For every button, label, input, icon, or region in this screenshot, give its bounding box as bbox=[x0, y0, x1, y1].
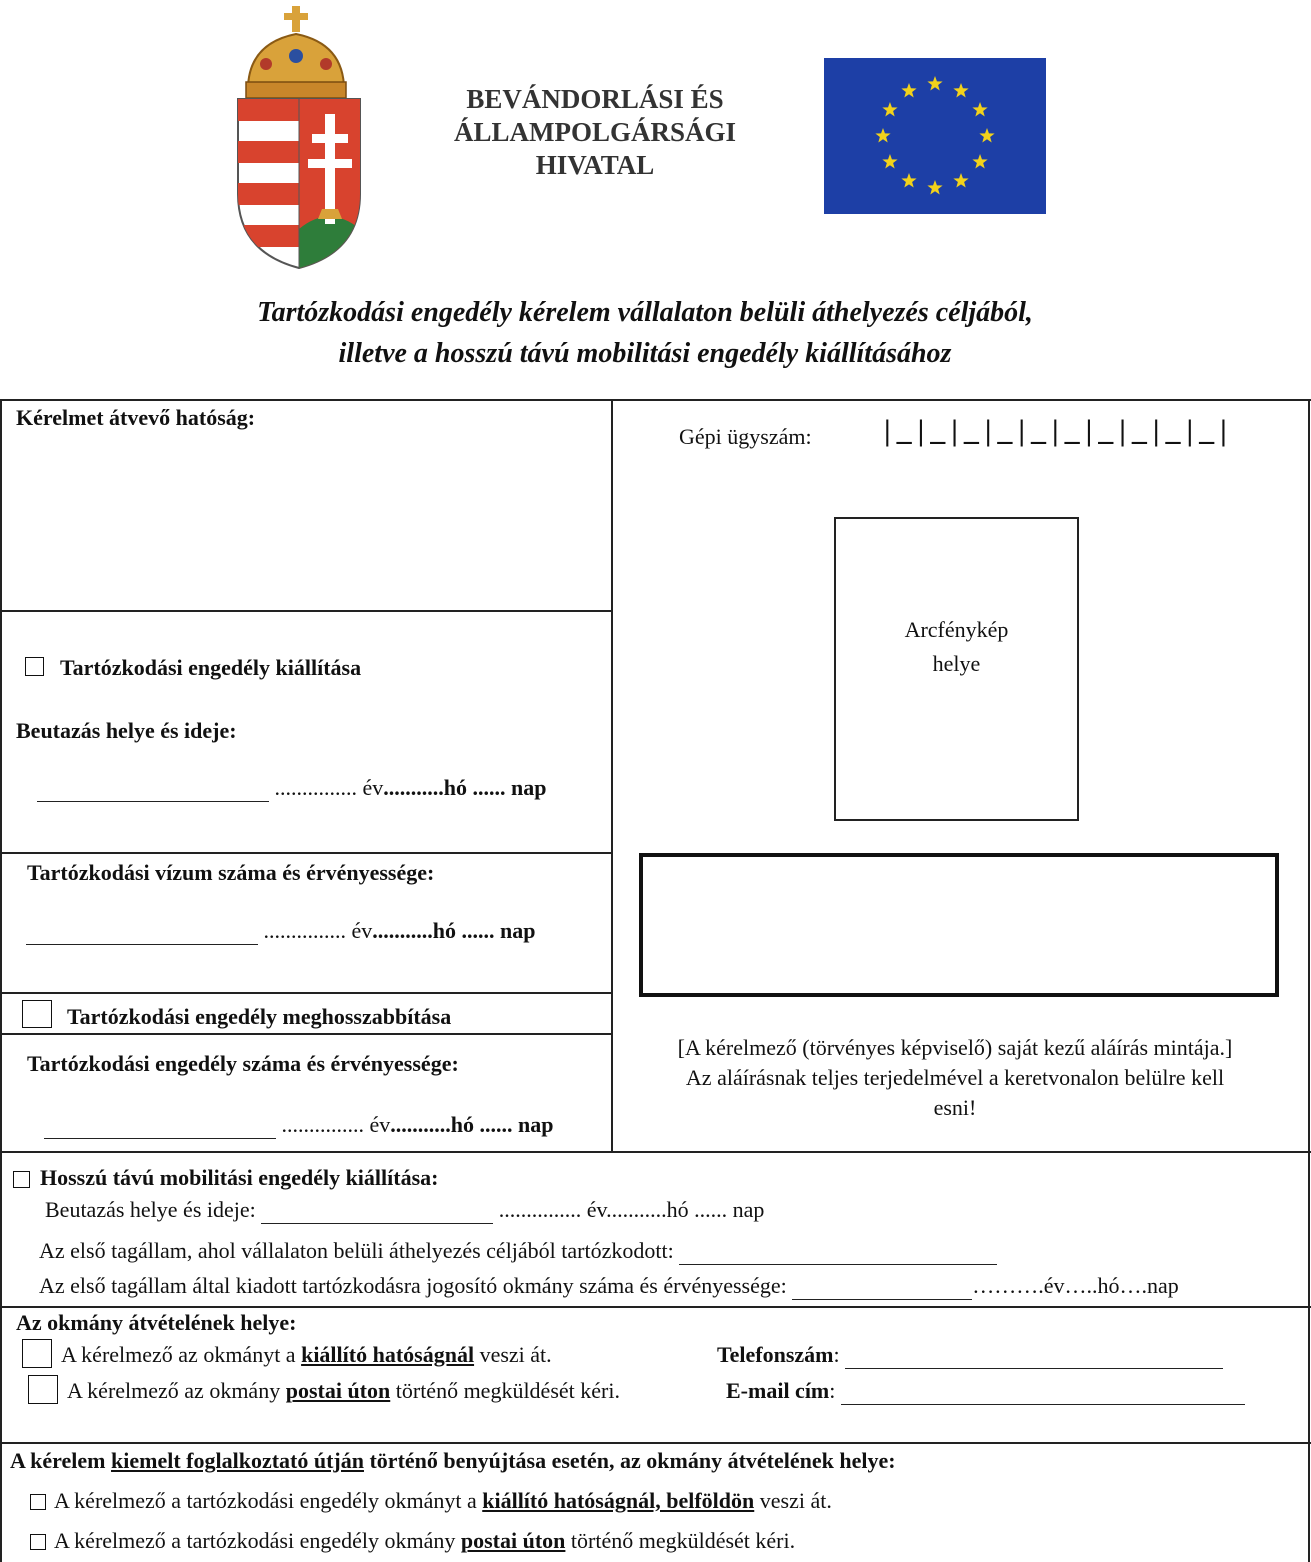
visa-month: ...........hó bbox=[372, 918, 457, 943]
pickup-opt1-end: veszi át. bbox=[479, 1342, 552, 1367]
employer-opt1-end: veszi át. bbox=[759, 1488, 832, 1513]
permit-day: ...... nap bbox=[479, 1112, 554, 1137]
mobility-label: Hosszú távú mobilitási engedély kiállítása: bbox=[40, 1165, 439, 1190]
employer-label-end: történő benyújtása esetén, az okmány átvételének helye: bbox=[369, 1448, 896, 1473]
agency-line-3: HIVATAL bbox=[535, 150, 655, 180]
phone-label: Telefonszám bbox=[717, 1342, 834, 1367]
pickup-authority-checkbox[interactable] bbox=[22, 1339, 52, 1368]
photo-label-1: Arcfénykép bbox=[904, 617, 1009, 642]
permit-label: Tartózkodási engedély száma és érvényessége: bbox=[27, 1051, 459, 1076]
visa-day: ...... nap bbox=[461, 918, 536, 943]
employer-opt1-emph: kiállító hatóságnál, belföldön bbox=[482, 1488, 755, 1513]
pickup-option-2 bbox=[67, 1378, 620, 1404]
employer-label-emph: kiemelt foglalkoztató útján bbox=[111, 1448, 364, 1473]
first-state-doc-row bbox=[39, 1273, 1179, 1300]
entry-month: ...........hó bbox=[383, 775, 468, 800]
employer-label bbox=[10, 1448, 896, 1474]
first-state-doc-field[interactable] bbox=[792, 1273, 972, 1300]
employer-label-text: A kérelem bbox=[10, 1448, 106, 1473]
entry-day: ...... nap bbox=[472, 775, 547, 800]
pickup-opt2-emph: postai úton bbox=[285, 1378, 391, 1403]
first-state-doc-label: Az első tagállam által kiadott tartózkodásra jogosító okmány száma és érvényessége: bbox=[39, 1273, 787, 1298]
pickup-opt1-text: A kérelmező az okmányt a bbox=[61, 1342, 296, 1367]
form-title-line-1: Tartózkodási engedély kérelem vállalaton belüli áthelyezés céljából, bbox=[257, 297, 1033, 328]
form-title-line-2: illetve a hosszú távú mobilitási engedély kiállításához bbox=[338, 338, 952, 369]
pickup-label: Az okmány átvételének helye: bbox=[16, 1310, 297, 1335]
mobility-checkbox[interactable] bbox=[13, 1171, 30, 1188]
mobility-entry-label: Beutazás helye és ideje: bbox=[45, 1197, 256, 1222]
pickup-opt2-text: A kérelmező az okmány bbox=[67, 1378, 281, 1403]
signature-note-3: esni! bbox=[933, 1095, 977, 1120]
first-state-row bbox=[39, 1238, 997, 1265]
extend-permit-label: Tartózkodási engedély meghosszabbítása bbox=[67, 1004, 452, 1029]
email-row bbox=[726, 1378, 1245, 1405]
permit-date-row bbox=[44, 1112, 554, 1139]
pickup-opt2-end: történő megküldését kéri. bbox=[395, 1378, 620, 1403]
employer-option-2 bbox=[54, 1528, 795, 1554]
first-state-doc-date: ……….év…..hó….nap bbox=[972, 1273, 1179, 1298]
first-state-label: Az első tagállam, ahol vállalaton belüli áthelyezés céljából tartózkodott: bbox=[39, 1238, 674, 1263]
pickup-post-checkbox[interactable] bbox=[28, 1375, 58, 1404]
signature-note-1: [A kérelmező (törvényes képviselő) saját kezű aláírás mintája.] bbox=[677, 1035, 1233, 1060]
visa-number-field[interactable] bbox=[26, 918, 258, 945]
entry-place-field[interactable] bbox=[37, 775, 269, 802]
entry-label: Beutazás helye és ideje: bbox=[16, 718, 237, 743]
employer-post-checkbox[interactable] bbox=[30, 1534, 46, 1550]
phone-colon: : bbox=[833, 1342, 840, 1367]
email-colon: : bbox=[829, 1378, 836, 1403]
pickup-opt1-emph: kiállító hatóságnál bbox=[301, 1342, 475, 1367]
case-number-label: Gépi ügyszám: bbox=[679, 424, 812, 449]
signature-note-2: Az aláírásnak teljes terjedelmével a keretvonalon belülre kell bbox=[685, 1065, 1225, 1090]
employer-opt2-text: A kérelmező a tartózkodási engedély okmány bbox=[54, 1528, 456, 1553]
issue-permit-checkbox[interactable] bbox=[25, 657, 44, 676]
employer-option-1 bbox=[54, 1488, 832, 1514]
issue-permit-label: Tartózkodási engedély kiállítása bbox=[60, 655, 362, 680]
entry-date-row bbox=[37, 775, 547, 802]
photo-label-2: helye bbox=[932, 651, 981, 676]
permit-month: ...........hó bbox=[390, 1112, 475, 1137]
signature-box[interactable] bbox=[639, 853, 1279, 997]
mobility-month: ...........hó bbox=[606, 1197, 689, 1222]
extend-permit-checkbox[interactable] bbox=[22, 1000, 52, 1028]
permit-year: ............... év bbox=[281, 1112, 391, 1137]
phone-field[interactable] bbox=[845, 1342, 1223, 1369]
authority-label: Kérelmet átvevő hatóság: bbox=[16, 405, 256, 430]
agency-line-1: BEVÁNDORLÁSI ÉS bbox=[466, 84, 724, 114]
email-label: E-mail cím bbox=[726, 1378, 830, 1403]
first-state-field[interactable] bbox=[679, 1238, 997, 1265]
agency-line-2: ÁLLAMPOLGÁRSÁGI bbox=[453, 117, 737, 147]
employer-opt2-emph: postai úton bbox=[460, 1528, 566, 1553]
permit-number-field[interactable] bbox=[44, 1112, 276, 1139]
photo-box bbox=[834, 517, 1079, 821]
visa-label: Tartózkodási vízum száma és érvényessége: bbox=[27, 860, 435, 885]
signature-note bbox=[630, 1033, 1280, 1123]
visa-date-row bbox=[26, 918, 536, 945]
employer-opt2-end: történő megküldését kéri. bbox=[570, 1528, 796, 1553]
eu-flag-icon bbox=[824, 58, 1046, 214]
mobility-entry-field[interactable] bbox=[261, 1197, 493, 1224]
employer-authority-checkbox[interactable] bbox=[30, 1494, 46, 1510]
pickup-option-1 bbox=[61, 1342, 552, 1368]
visa-year: ............... év bbox=[263, 918, 373, 943]
agency-name bbox=[420, 83, 770, 182]
mobility-entry-row bbox=[45, 1197, 764, 1224]
coat-of-arms-image bbox=[226, 4, 372, 270]
email-field[interactable] bbox=[841, 1378, 1245, 1405]
case-number-boxes[interactable]: |_|_|_|_|_|_|_|_|_|_| bbox=[884, 414, 1233, 447]
mobility-year: ............... év bbox=[498, 1197, 607, 1222]
phone-row bbox=[717, 1342, 1223, 1369]
employer-opt1-text: A kérelmező a tartózkodási engedély okmányt a bbox=[54, 1488, 477, 1513]
entry-year: ............... év bbox=[274, 775, 384, 800]
mobility-day: ...... nap bbox=[694, 1197, 765, 1222]
